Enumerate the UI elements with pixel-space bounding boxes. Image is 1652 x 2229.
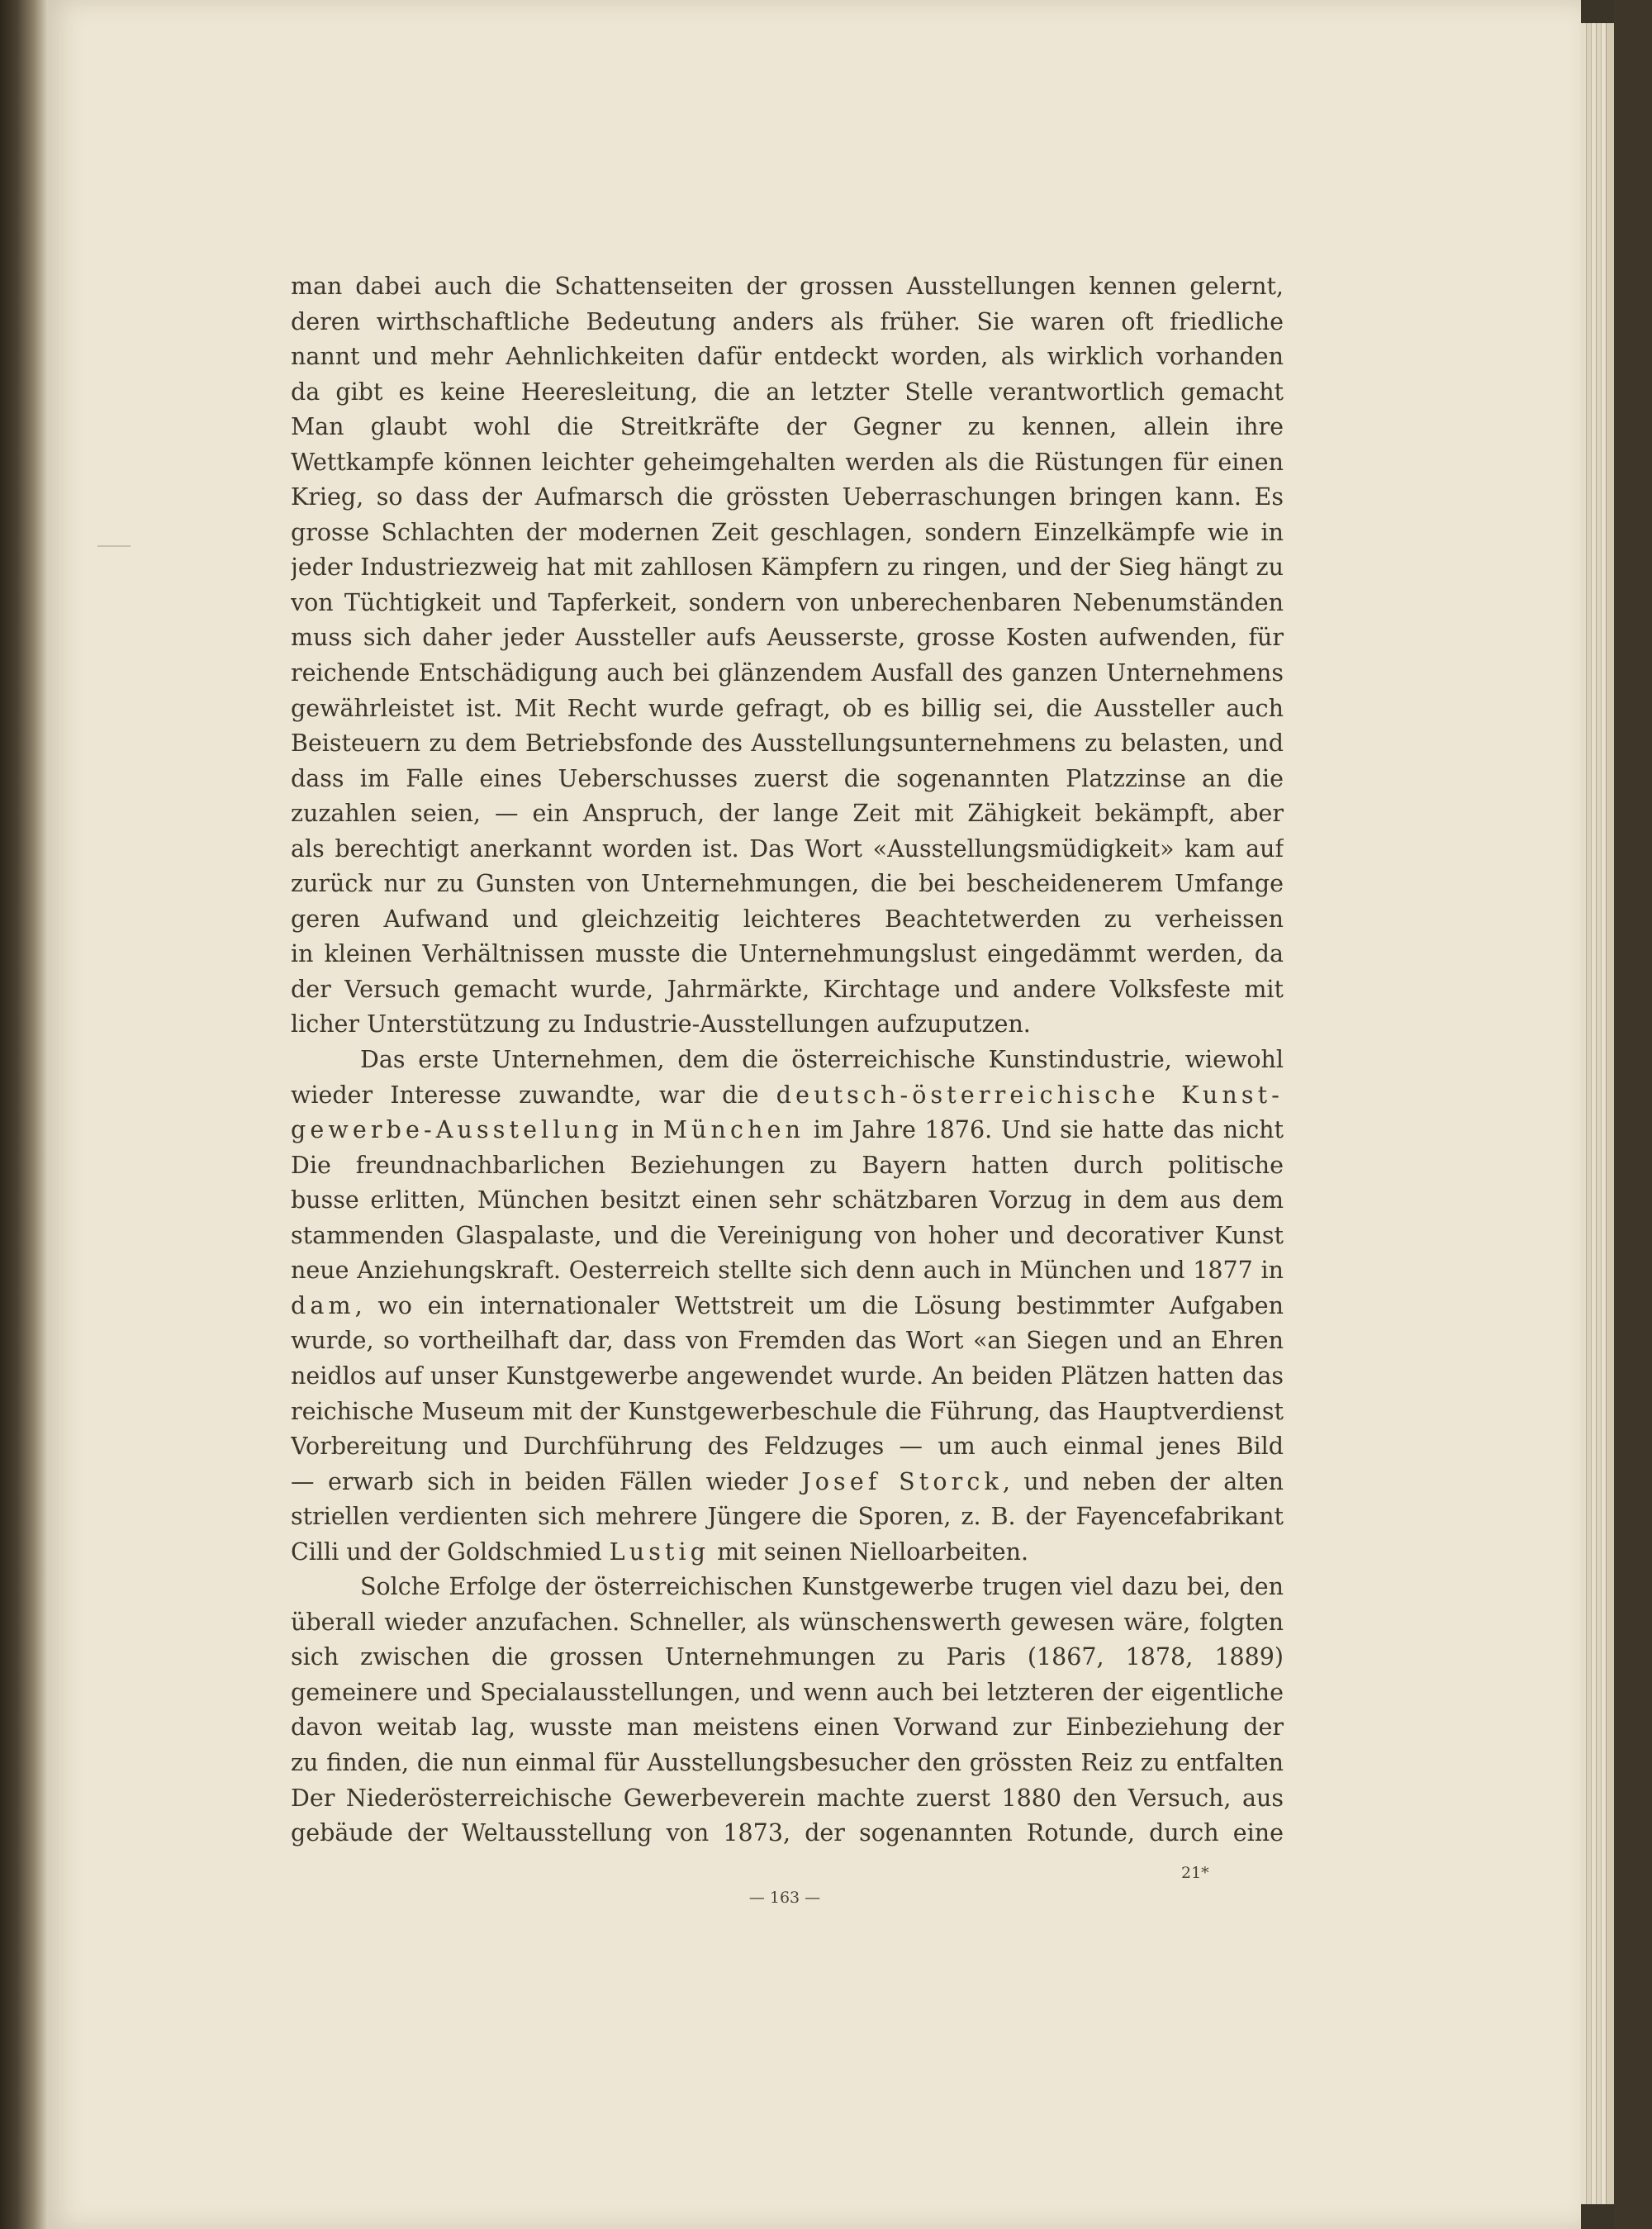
text-line: gewährleistet ist. Mit Recht wurde gefragt, ob es billig sei, die Aussteller auch — [291, 694, 1284, 722]
scan-background — [1614, 0, 1652, 2229]
text-run: neue Anziehungskraft. Oesterreich stellte sich denn auch in München und 1877 in — [291, 1257, 1284, 1285]
text-line: Die freundnachbarlichen Beziehungen zu Bayern hatten durch politische — [291, 1151, 1284, 1179]
text-line: man dabei auch die Schattenseiten der grossen Ausstellungen kennen gelernt, — [291, 273, 1284, 300]
text-line — [291, 1499, 1284, 1535]
text-line: zurück nur zu Gunsten von Unternehmungen, die bei bescheidenerem Umfange — [291, 870, 1284, 898]
text-line — [291, 1465, 1284, 1500]
text-line: busse erlitten, München besitzt einen sehr schätzbaren Vorzug in dem aus dem — [291, 1186, 1284, 1214]
paragraph-1 — [291, 269, 1284, 1043]
text-line — [291, 1078, 1284, 1114]
text-line: geren Aufwand und gleichzeitig leichteres Beachtetwerden zu verheissen — [291, 905, 1284, 933]
text-line: jeder Industriezweig hat mit zahllosen Kämpfern zu ringen, und der Sieg hängt zu — [291, 554, 1284, 582]
body-text — [291, 269, 1284, 1851]
text-line: reichende Entschädigung auch bei glänzendem Ausfall des ganzen Unternehmens — [291, 659, 1284, 687]
text-line: deren wirthschaftliche Bedeutung anders als früher. Sie waren oft friedliche — [291, 307, 1284, 335]
spaced-emphasis: Lustig — [609, 1537, 710, 1566]
text-line: gemeinere und Specialausstellungen, und wenn auch bei letzteren der eigentliche — [291, 1678, 1284, 1706]
text-line: sich zwischen die grossen Unternehmungen zu Paris (1867, 1878, 1889) — [291, 1643, 1284, 1671]
text-line: Man glaubt wohl die Streitkräfte der Gegner zu kennen, allein ihre — [291, 413, 1284, 441]
text-line — [291, 1113, 1284, 1148]
text-line: von Tüchtigkeit und Tapferkeit, sondern von unberechenbaren Nebenumständen — [291, 588, 1284, 616]
text-line: überall wieder anzufachen. Schneller, als wünschenswerth gewesen wäre, folgten — [291, 1608, 1284, 1636]
text-line: Vorbereitung und Durchführung des Feldzuges — um auch einmal jenes Bild — [291, 1433, 1284, 1461]
text-line: zuzahlen seien, — ein Anspruch, der lange Zeit mit Zähigkeit bekämpft, aber — [291, 800, 1284, 828]
text-line: zu finden, die nun einmal für Ausstellungsbesucher den grössten Reiz zu entfalten — [291, 1748, 1284, 1776]
text-run: im Jahre 1876. Und sie hatte das nicht — [813, 1116, 1284, 1144]
text-line: Krieg, so dass der Aufmarsch die grössten Ueberraschungen bringen kann. Es — [291, 483, 1284, 511]
text-line: der Versuch gemacht wurde, Jahrmärkte, Kirchtage und andere Volksfeste mit — [291, 975, 1284, 1003]
spaced-emphasis: München — [662, 1116, 805, 1144]
text-line: da gibt es keine Heeresleitung, die an letzter Stelle verantwortlich gemacht — [291, 378, 1284, 406]
text-line — [291, 1253, 1284, 1289]
paragraph-3 — [291, 1570, 1284, 1851]
text-run: in — [622, 1116, 663, 1144]
text-line: Wettkampfe können leichter geheimgehalten werden als die Rüstungen für einen — [291, 448, 1284, 476]
spaced-emphasis: deutsch-österreichische Kunst- — [776, 1081, 1284, 1109]
text-run: wieder Interesse zuwandte, war die — [291, 1081, 776, 1109]
text-run: — erwarb sich in beiden Fällen wieder — [291, 1467, 802, 1495]
text-line: licher Unterstützung zu Industrie-Ausstellungen aufzuputzen. — [291, 1010, 1031, 1038]
text-line: gebäude der Weltausstellung von 1873, der sogenannten Rotunde, durch eine — [291, 1819, 1284, 1847]
text-line: grosse Schlachten der modernen Zeit geschlagen, sondern Einzelkämpfe wie in — [291, 518, 1284, 546]
text-line: neidlos auf unser Kunstgewerbe angewendet wurde. An beiden Plätzen hatten das — [291, 1362, 1284, 1390]
paragraph-2 — [291, 1043, 1284, 1570]
text-line: als berechtigt anerkannt worden ist. Das Wort «Ausstellungsmüdigkeit» kam auf — [291, 834, 1284, 863]
signature-mark: 21* — [1181, 1864, 1209, 1882]
text-run: , und neben der alten — [1002, 1467, 1284, 1495]
text-line: in kleinen Verhältnissen musste die Unternehmungslust eingedämmt werden, da — [291, 940, 1284, 968]
spaced-emphasis: gewerbe-Ausstellung — [291, 1116, 623, 1144]
text-line: Das erste Unternehmen, dem die österreichische Kunstindustrie, wiewohl — [360, 1046, 1284, 1074]
text-run: , wo ein internationaler Wettstreit um die Lösung bestimmter Aufgaben — [354, 1291, 1284, 1319]
text-line: Der Niederösterreichische Gewerbeverein machte zuerst 1880 den Versuch, aus — [291, 1784, 1284, 1812]
text-line: Beisteuern zu dem Betriebsfonde des Ausstellungsunternehmens zu belasten, und — [291, 730, 1284, 758]
text-line: Solche Erfolge der österreichischen Kunstgewerbe trugen viel dazu bei, den — [360, 1573, 1284, 1601]
text-line: dass im Falle eines Ueberschusses zuerst die sogenannten Platzzinse an die — [291, 764, 1284, 792]
margin-mark — [97, 545, 131, 547]
text-line: stammenden Glaspalaste, und die Vereinigung von hoher und decorativer Kunst — [291, 1221, 1284, 1249]
text-line: wurde, so vortheilhaft dar, dass von Fremden das Wort «an Siegen und an Ehren — [291, 1327, 1284, 1355]
spaced-emphasis: Josef Storck — [801, 1467, 1003, 1495]
text-line: davon weitab lag, wusste man meistens einen Vorwand zur Einbeziehung der — [291, 1713, 1284, 1742]
text-run: mit seinen Nielloarbeiten. — [710, 1537, 1029, 1566]
text-run: Cilli und der Goldschmied — [291, 1537, 610, 1566]
text-line: muss sich daher jeder Aussteller aufs Aeusserste, grosse Kosten aufwenden, für — [291, 624, 1284, 652]
book-spine — [0, 0, 48, 2229]
page-number: — 163 — — [748, 1889, 821, 1907]
text-line: reichische Museum mit der Kunstgewerbeschule die Führung, das Hauptverdienst — [291, 1397, 1284, 1425]
text-line — [291, 1289, 1284, 1324]
text-run: striellen verdienten sich mehrere Jüngere die Sporen, z. B. der Fayencefabrikant — [291, 1503, 1284, 1531]
spaced-emphasis: dam — [291, 1291, 355, 1319]
text-line: nannt und mehr Aehnlichkeiten dafür entdeckt worden, als wirklich vorhanden — [291, 343, 1284, 371]
text-line — [291, 1535, 1284, 1571]
